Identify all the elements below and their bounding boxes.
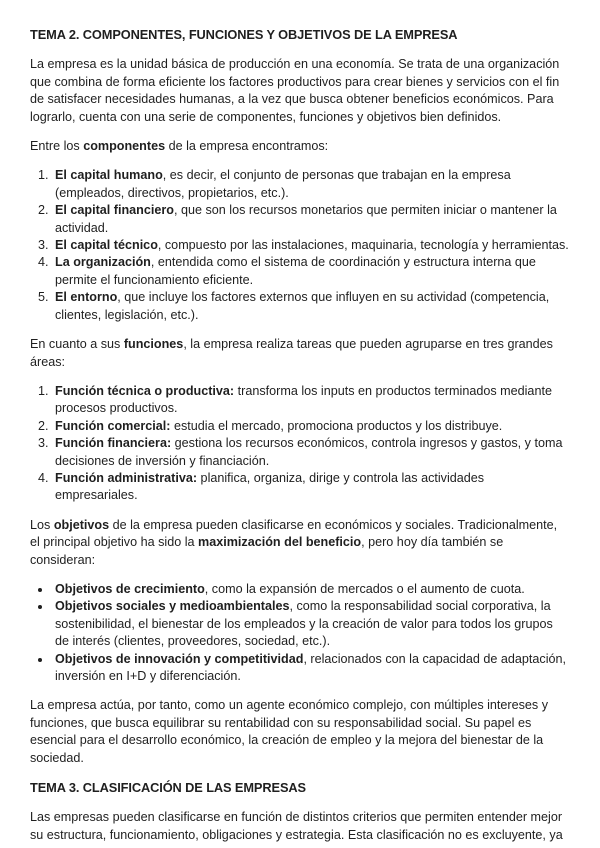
objectives-lead: [30, 517, 570, 569]
section-2-heading: TEMA 2. COMPONENTES, FUNCIONES Y OBJETIVOS DE LA EMPRESA: [30, 27, 458, 42]
objectives-lead-post: , pero hoy día también se consideran:: [30, 535, 504, 567]
item-bold: El capital técnico: [55, 238, 158, 253]
item-text: , es decir, el conjunto de personas que trabajan en la empresa (empleados, directivos, propietarios, etc.).: [55, 168, 511, 200]
item-text: planifica, organiza, dirige y controla las actividades empresariales.: [55, 470, 485, 503]
item-bold: Objetivos sociales y medioambientales: [55, 599, 290, 614]
objectives-list: [30, 581, 570, 685]
list-item: [52, 237, 570, 254]
item-bold: Función administrativa:: [55, 470, 198, 485]
list-item: [52, 651, 570, 686]
functions-lead-bold: funciones: [123, 337, 184, 352]
components-list: [30, 167, 570, 324]
functions-lead-pre: En cuanto a sus: [30, 337, 124, 352]
section-2-intro: La empresa es la unidad básica de producción en una economía. Se trata de una organización que combina de forma eficiente los factores productivos para crear bienes y servicios con el fin de satisfacer necesidades humanas, a la vez que busca obtener beneficios económicos. Para lograrlo, cuenta con una serie de componentes, funciones y objetivos bien definidos.: [30, 57, 560, 124]
list-item: [52, 581, 570, 598]
list-item: [52, 418, 570, 435]
components-lead-pre: Entre los: [30, 139, 84, 154]
list-item: [52, 598, 570, 650]
item-text: , como la expansión de mercados o el aumento de cuota.: [204, 581, 525, 596]
section-2-conclusion: La empresa actúa, por tanto, como un agente económico complejo, con múltiples intereses y funciones, que busca equilibrar su rentabilidad con su responsabilidad social. Su papel es esencial para el desarrollo económico, la creación de empleo y la mejora del bienestar de la sociedad.: [30, 698, 549, 765]
item-text: , que son los recursos monetarios que permiten iniciar o mantener la actividad.: [55, 203, 557, 235]
item-bold: Objetivos de innovación y competitividad: [55, 651, 304, 666]
item-text: , como la responsabilidad social corporativa, la sostenibilidad, el bienestar de los empleados y la creación de valor para todos los grupos de interés (clientes, proveedores, sociedad, etc.).: [55, 599, 553, 649]
item-text: , compuesto por las instalaciones, maquinaria, tecnología y herramientas.: [157, 238, 569, 253]
item-text: estudia el mercado, promociona productos y los distribuye.: [170, 418, 503, 433]
item-text: , relacionados con la capacidad de adaptación, inversión en I+D y diferenciación.: [55, 651, 566, 683]
item-text: , que incluye los factores externos que influyen en su actividad (competencia, clientes, legislación, etc.).: [55, 290, 550, 322]
list-item: [52, 167, 570, 202]
objectives-lead-mid: de la empresa pueden clasificarse en económicos y sociales. Tradicionalmente, el principal objetivo ha sido la: [30, 517, 558, 550]
item-text: transforma los inputs en productos terminados mediante procesos productivos.: [55, 383, 552, 416]
list-item: [52, 470, 570, 505]
list-item: [52, 202, 570, 237]
item-bold: Objetivos de crecimiento: [55, 581, 205, 596]
section-3-intro: Las empresas pueden clasificarse en función de distintos criterios que permiten entender mejor su estructura, funcionamiento, obligaciones y estrategia. Esta clasificación no es excluyente, ya: [30, 810, 563, 842]
item-bold: La organización: [55, 255, 151, 270]
item-bold: Función técnica o productiva:: [55, 383, 235, 398]
components-lead: [30, 138, 570, 155]
components-lead-post: de la empresa encontramos:: [165, 139, 329, 154]
item-bold: El capital humano: [55, 168, 163, 183]
item-text: gestiona los recursos económicos, controla ingresos y gastos, y toma decisiones de inversión y financiación.: [55, 436, 563, 468]
item-text: , entendida como el sistema de coordinación y estructura interna que permite el funcionamiento eficiente.: [55, 255, 536, 287]
list-item: [52, 435, 570, 470]
item-bold: Función financiera:: [55, 436, 172, 451]
item-bold: El entorno: [55, 290, 118, 305]
list-item: [52, 289, 570, 324]
objectives-lead-bold-2: maximización del beneficio: [198, 535, 362, 550]
functions-list: [30, 383, 570, 505]
item-bold: El capital financiero: [55, 203, 174, 218]
objectives-lead-pre: Los: [30, 517, 54, 532]
components-lead-bold: componentes: [83, 139, 166, 154]
list-item: [52, 383, 570, 418]
objectives-lead-bold: objetivos: [53, 517, 110, 532]
list-item: [52, 254, 570, 289]
functions-lead: [30, 336, 570, 371]
item-bold: Función comercial:: [55, 418, 171, 433]
section-3-heading: TEMA 3. CLASIFICACIÓN DE LAS EMPRESAS: [30, 780, 306, 796]
functions-lead-post: , la empresa realiza tareas que pueden agruparse en tres grandes áreas:: [30, 337, 553, 369]
